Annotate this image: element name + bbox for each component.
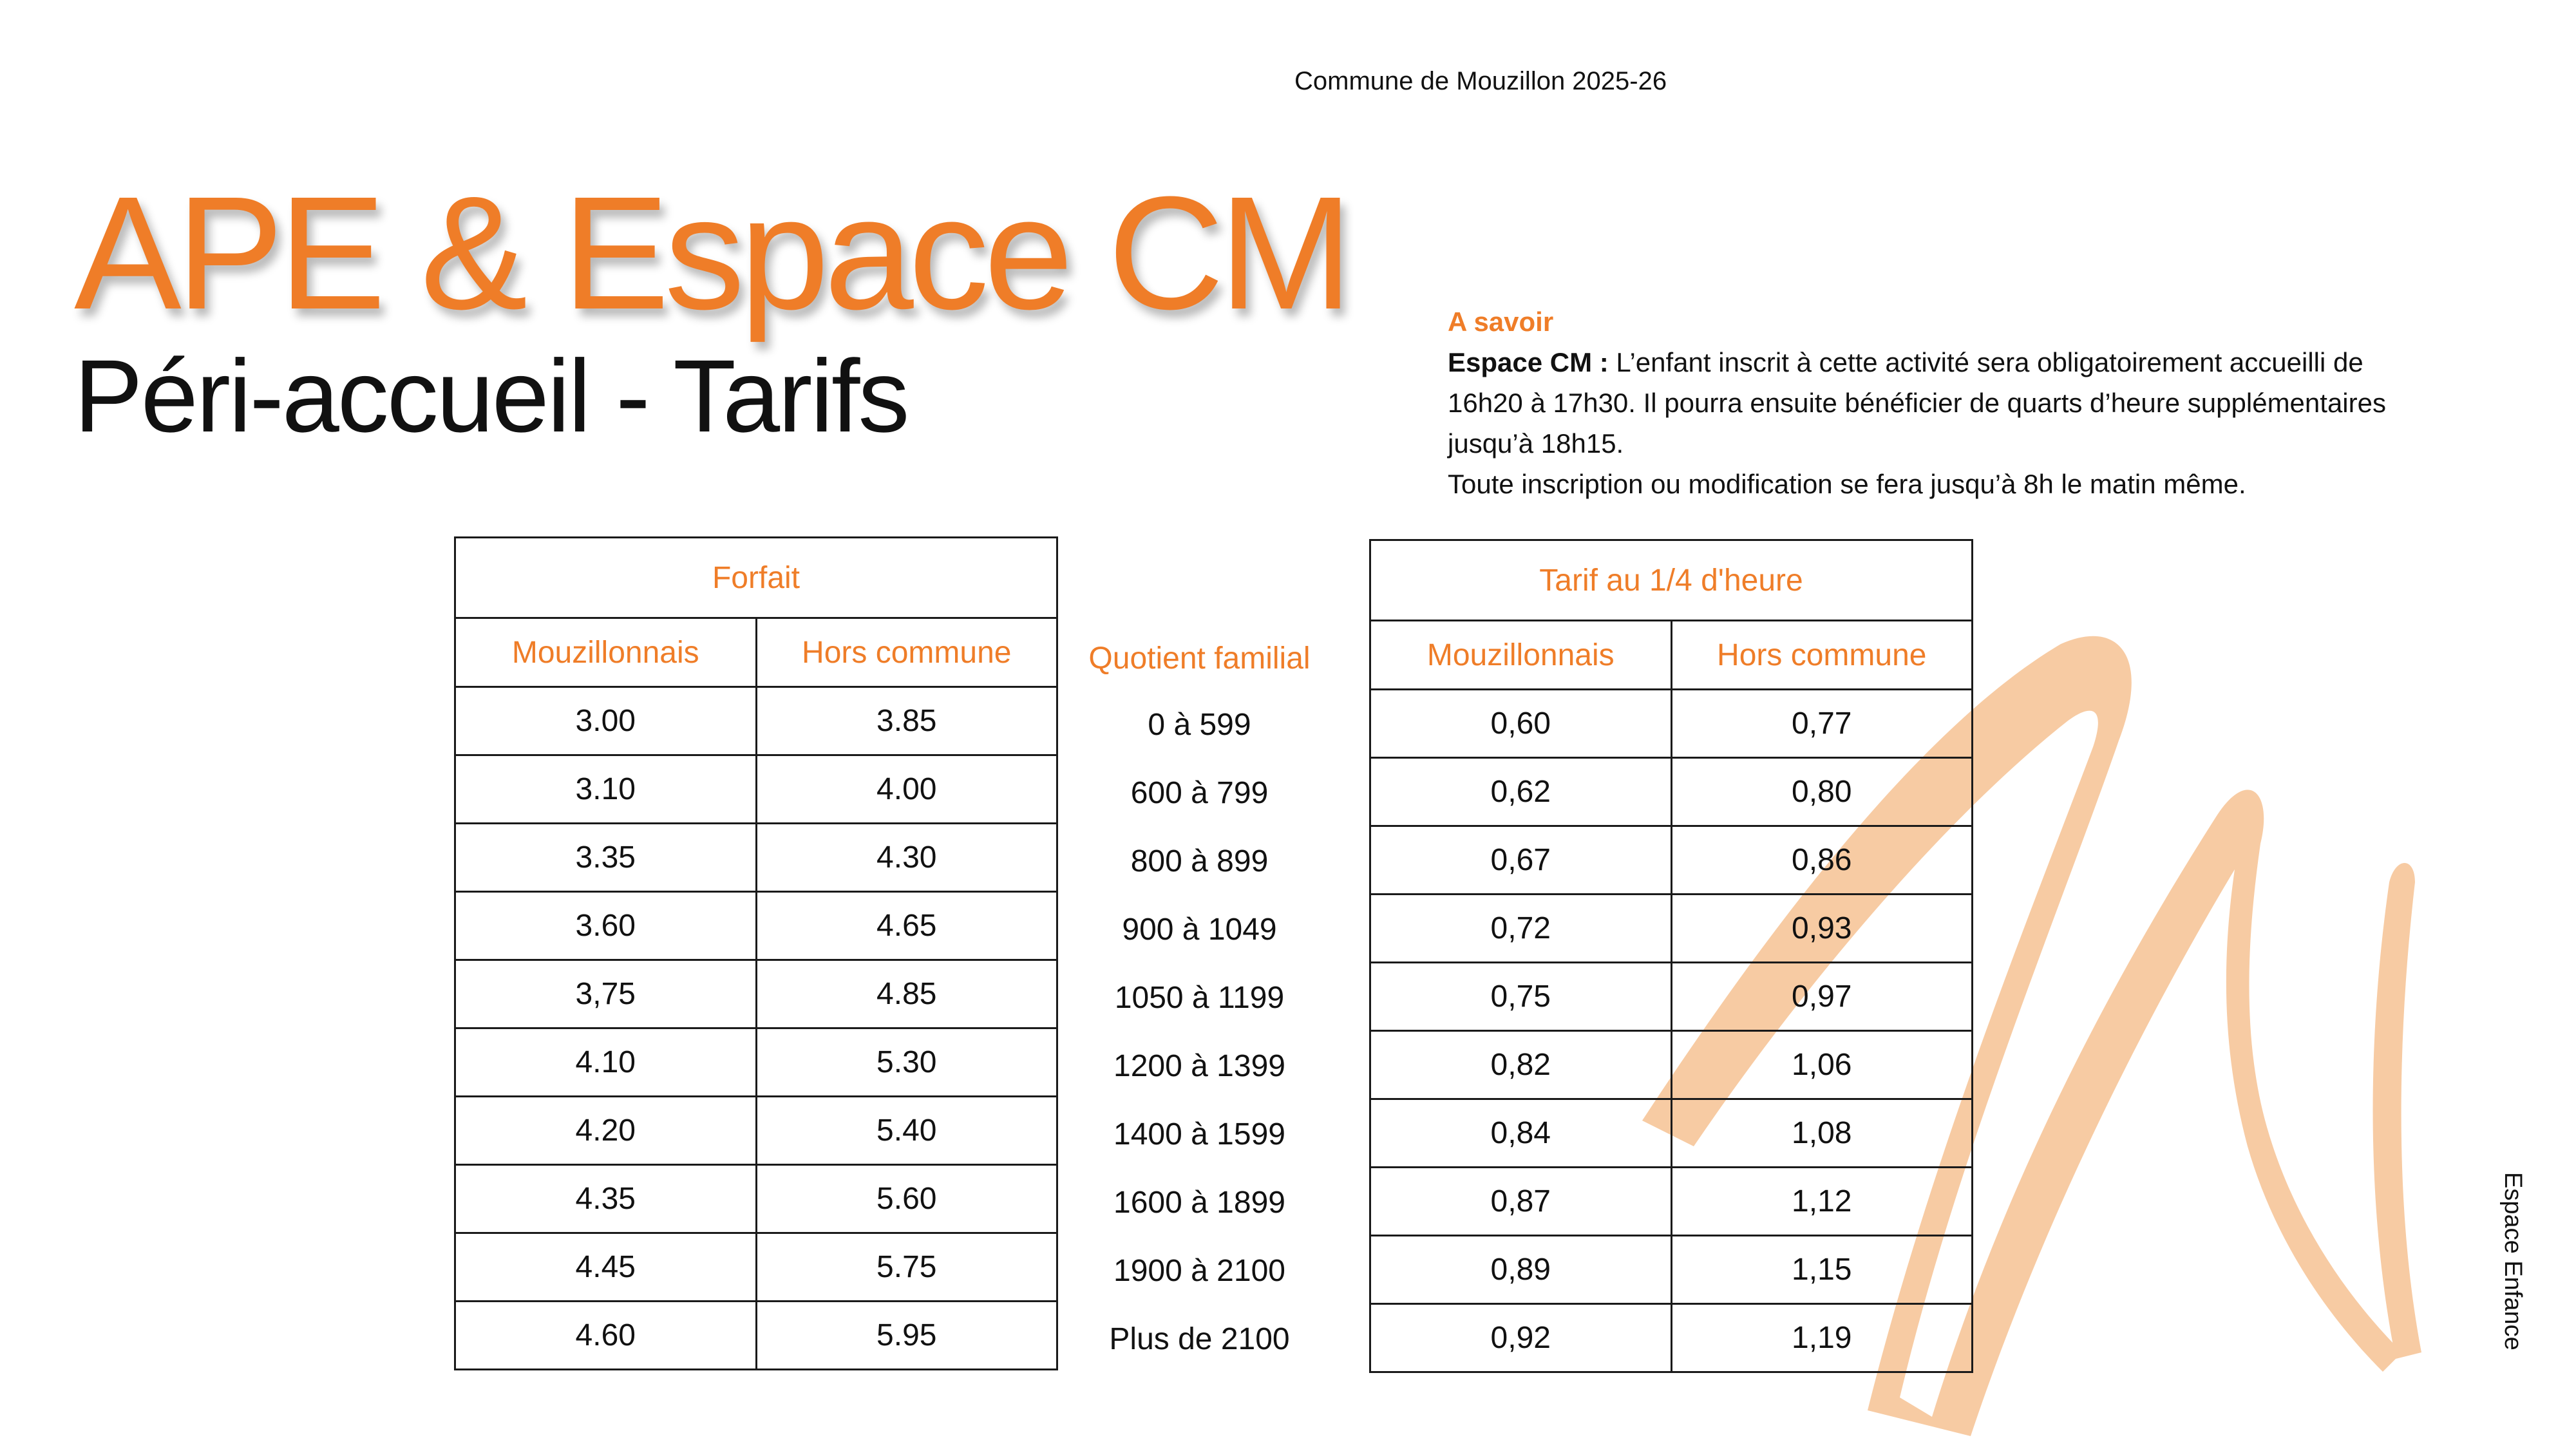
table-row [455,960,1057,1028]
quart-col-hors-commune: Hors commune [1671,621,1973,690]
table-row [1370,895,1973,963]
table-row [455,687,1057,755]
table-row [1370,1304,1973,1372]
info-box [1448,301,2543,504]
forfait-cell-hors-commune: 5.60 [756,1165,1057,1233]
info-line-3: jusqu’à 18h15. [1448,428,1624,459]
quart-cell-mouzillonnais: 0,60 [1370,690,1672,758]
forfait-cell-mouzillonnais: 3.35 [455,824,757,892]
table-row [455,1097,1057,1165]
quart-cell-mouzillonnais: 0,72 [1370,895,1672,963]
quart-cell-hors-commune: 0,80 [1671,758,1973,826]
forfait-col-hors-commune: Hors commune [756,618,1057,687]
forfait-cell-mouzillonnais: 4.60 [455,1302,757,1370]
quart-cell-mouzillonnais: 0,67 [1370,826,1672,895]
info-heading: A savoir [1448,307,1554,337]
forfait-cell-hors-commune: 4.85 [756,960,1057,1028]
forfait-cell-mouzillonnais: 3.10 [455,755,757,824]
info-line-1-text: L’enfant inscrit à cette activité sera obligatoirement accueilli de [1608,347,2363,377]
quotient-range: 1050 à 1199 [1114,981,1285,1015]
forfait-cell-mouzillonnais: 3.00 [455,687,757,755]
forfait-cell-mouzillonnais: 3.60 [455,892,757,960]
decorative-m-tail [2373,863,2421,1359]
quart-title-row [1370,540,1973,621]
page-title: APE & Espace CM [74,163,1349,343]
quart-cell-mouzillonnais: 0,62 [1370,758,1672,826]
table-row [455,1302,1057,1370]
quart-header-row [1370,621,1973,690]
forfait-title-row [455,538,1057,618]
quotient-range: 1600 à 1899 [1113,1186,1285,1220]
quart-cell-mouzillonnais: 0,89 [1370,1236,1672,1304]
quart-cell-mouzillonnais: 0,82 [1370,1031,1672,1099]
quotient-range: 900 à 1049 [1122,913,1277,947]
forfait-cell-mouzillonnais: 4.35 [455,1165,757,1233]
table-row [1370,826,1973,895]
forfait-cell-hors-commune: 3.85 [756,687,1057,755]
quart-cell-mouzillonnais: 0,87 [1370,1168,1672,1236]
forfait-col-mouzillonnais: Mouzillonnais [455,618,757,687]
table-row [455,1233,1057,1302]
table-row [1370,1031,1973,1099]
quart-cell-hors-commune: 0,77 [1671,690,1973,758]
quart-cell-hors-commune: 0,93 [1671,895,1973,963]
table-row [1370,758,1973,826]
table-row [1370,1099,1973,1168]
quotient-familial-header: Quotient familial [1088,641,1311,676]
quart-cell-hors-commune: 1,15 [1671,1236,1973,1304]
quart-title: Tarif au 1/4 d'heure [1370,540,1973,621]
quotient-range: 0 à 599 [1148,708,1251,742]
info-line-2: 16h20 à 17h30. Il pourra ensuite bénéficier de quarts d’heure supplémentaires [1448,388,2386,418]
table-row [455,892,1057,960]
quart-cell-hors-commune: 0,97 [1671,963,1973,1031]
quart-cell-mouzillonnais: 0,92 [1370,1304,1672,1372]
forfait-cell-hors-commune: 5.75 [756,1233,1057,1302]
header-note: Commune de Mouzillon 2025-26 [1294,67,1667,95]
info-line-4: Toute inscription ou modification se fera jusqu’à 8h le matin même. [1448,469,2246,499]
quart-cell-mouzillonnais: 0,75 [1370,963,1672,1031]
forfait-cell-hors-commune: 5.30 [756,1028,1057,1097]
forfait-cell-hors-commune: 5.40 [756,1097,1057,1165]
quart-cell-hors-commune: 1,06 [1671,1031,1973,1099]
forfait-cell-mouzillonnais: 3,75 [455,960,757,1028]
table-row [1370,963,1973,1031]
quotient-range: 800 à 899 [1130,844,1269,878]
page-subtitle: Péri-accueil - Tarifs [74,338,908,453]
table-row [455,1028,1057,1097]
table-row [455,824,1057,892]
table-row [1370,1168,1973,1236]
quart-cell-hors-commune: 1,08 [1671,1099,1973,1168]
quart-heure-table [1369,539,1973,1373]
quotient-range: 600 à 799 [1130,776,1269,810]
forfait-cell-hors-commune: 5.95 [756,1302,1057,1370]
forfait-cell-mouzillonnais: 4.20 [455,1097,757,1165]
forfait-header-row [455,618,1057,687]
quart-cell-hors-commune: 1,19 [1671,1304,1973,1372]
quart-cell-hors-commune: 0,86 [1671,826,1973,895]
forfait-table [454,536,1058,1370]
forfait-title: Forfait [455,538,1057,618]
quart-cell-mouzillonnais: 0,84 [1370,1099,1672,1168]
quotient-range: 1200 à 1399 [1113,1049,1285,1083]
forfait-cell-hors-commune: 4.00 [756,755,1057,824]
quart-cell-hors-commune: 1,12 [1671,1168,1973,1236]
table-row [455,755,1057,824]
forfait-cell-mouzillonnais: 4.10 [455,1028,757,1097]
forfait-cell-hors-commune: 4.65 [756,892,1057,960]
info-line-1 [1448,342,2543,383]
side-label: Espace Enfance [2499,1172,2526,1350]
quotient-range: Plus de 2100 [1109,1322,1290,1356]
quart-col-mouzillonnais: Mouzillonnais [1370,621,1672,690]
quotient-range: 1900 à 2100 [1113,1254,1285,1288]
table-row [455,1165,1057,1233]
forfait-cell-mouzillonnais: 4.45 [455,1233,757,1302]
forfait-cell-hors-commune: 4.30 [756,824,1057,892]
table-row [1370,690,1973,758]
info-lead: Espace CM : [1448,347,1609,377]
table-row [1370,1236,1973,1304]
quotient-range: 1400 à 1599 [1113,1117,1285,1151]
